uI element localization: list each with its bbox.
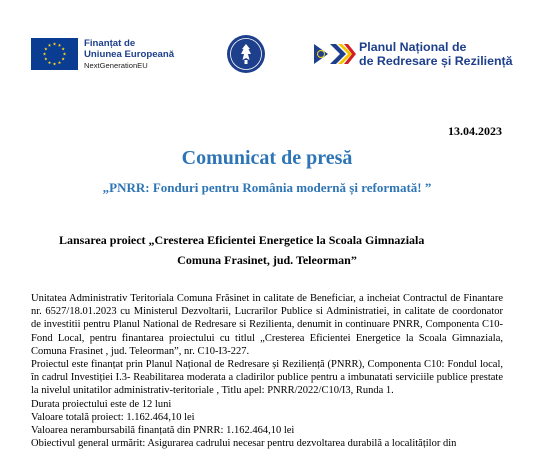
logo-bar [0, 34, 534, 78]
body-total-value: Valoare totală proiect: 1.162.464,10 lei [31, 411, 195, 423]
eu-flag-logo [31, 38, 78, 70]
press-release-body [31, 292, 503, 450]
pnrr-logo-icon [312, 41, 356, 67]
project-launch-line2: Comuna Frasinet, jud. Teleorman” [177, 253, 357, 267]
government-seal-logo [226, 34, 266, 74]
eu-logo-line2: Uniunea Europeană [84, 49, 175, 60]
pnrr-logo-text [359, 40, 513, 68]
eu-logo-text [84, 38, 174, 71]
page-title: Comunicat de presă [181, 147, 353, 169]
page-subtitle: „PNRR: Fonduri pentru România modernă și reformată! ” [102, 180, 432, 195]
release-date: 13.04.2023 [448, 124, 502, 138]
pnrr-logo-line1: Planul Național de [359, 40, 467, 54]
body-paragraph-contract: Unitatea Administrativ Teritoriala Comuna Frăsinet in calitate de Beneficiar, a incheiat Contractul de Finantare nr. 6527/18.01.2023 cu Ministerul Dezvoltarii, Lucrarilor Publice si Administratiei, in calitate de coordonator de investitii pentru Planul National de Redresare si Rezilienta, denumit in continuare PNRR, Componenta C10-Fond Local, pentru finantarea proiectului cu titlul „Cresterea Eficientei Energetice la Scoala Gimnaziala, Comuna Frasinet , jud. Teleorman”, nr. C10-I3-227. [31, 293, 503, 357]
eu-logo-line1: Finanțat de [84, 38, 136, 49]
body-duration: Durata proiectului este de 12 luni [31, 398, 172, 410]
body-general-objective: Obiectivul general urmărit: Asigurarea cadrului necesar pentru dezvoltarea durabilă a localităților din [31, 438, 457, 450]
pnrr-logo-line2: de Redresare și Reziliență [359, 54, 513, 68]
project-launch-line1: Lansarea proiect „Cresterea Eficientei Energetice la Scoala Gimnaziala [59, 233, 425, 247]
body-paragraph-financing: Proiectul este finanțat prin Planul Național de Redresare și Reziliență (PNRR), Componenta C10: Fondul local, în cadrul Investiției I.3- Reabilitarea moderata a cladirilor publice pentru a imbunatati serviciile publice prestate la nivelul unitatilor administrativ-teritoriale , Titlu apel: PNRR/2022/C10/I3, Runda 1. [31, 359, 503, 397]
body-nonrefundable-value: Valoarea nerambursabilă finanțată din PNRR: 1.162.464,10 lei [31, 425, 295, 437]
eu-logo-line3: NextGenerationEU [84, 61, 148, 70]
